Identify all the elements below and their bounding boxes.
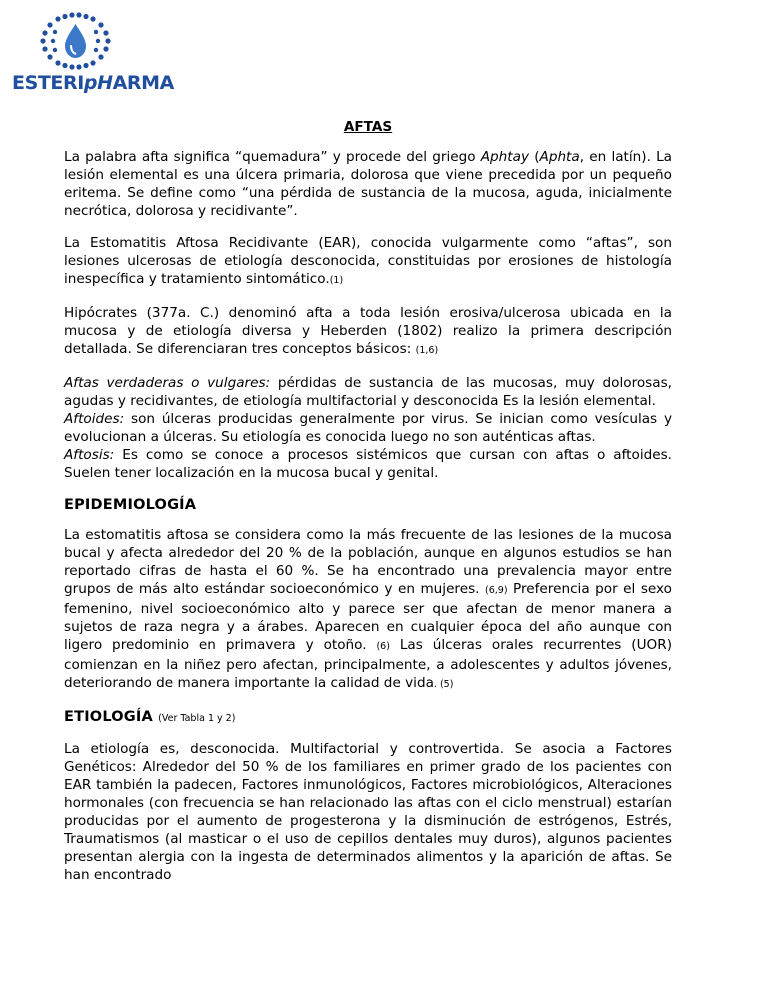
reference: (1,6) bbox=[415, 345, 439, 356]
reference: . (5) bbox=[433, 679, 454, 690]
definition-item: Aftosis: Es como se conoce a procesos sistémicos que cursan con aftas o aftoides. Suelen tener localización en la mucosa bucal y genital. bbox=[64, 447, 672, 481]
section-heading-etiologia: ETIOLOGÍA (Ver Tabla 1 y 2) bbox=[64, 709, 236, 725]
brand-wordmark: ESTERIpHARMA bbox=[12, 72, 174, 94]
epidemiology-paragraph: La estomatitis aftosa se considera como la más frecuente de las lesiones de la mucosa bucal y afecta alrededor del 20 % de la población, aunque en algunos estudios se han reportado cifras de hasta el 60 %. Se ha encontrado una prevalencia mayor entre grupos de más alto estándar socioeconómico y en mujeres. (6,9) Preferencia por el sexo femenino, nivel socioeconómico alto y parece ser que afectan de menor manera a sujetos de raza negra y a árabes. Aparecen en cualquier época del año aunque con ligero predominio en primavera y otoño. (6) Las úlceras orales recurrentes (UOR) comienzan en la niñez pero afectan, principalmente, a adolescentes y adultos jóvenes, deteriorando de manera importante la calidad de vida. (5) bbox=[64, 527, 672, 691]
section-heading-epidemiologia: EPIDEMIOLOGÍA bbox=[64, 497, 197, 513]
water-drop-globe-icon bbox=[12, 12, 142, 72]
reference: (6,9) bbox=[485, 585, 508, 596]
definition-item: Aftoides: son úlceras producidas generalmente por virus. Se inician como vesículas y evolucionan a úlceras. Su etiología es conocida luego no son auténticas aftas. bbox=[64, 411, 672, 445]
etiology-paragraph: La etiología es, desconocida. Multifactorial y controvertida. Se asocia a Factores Genéticos: Alrededor del 50 % de los familiares en primer grado de los pacientes con EAR también la padecen, Factores inmunológicos, Factores microbiológicos, Alteraciones hormonales (con frecuencia se han relacionado las aftas con el ciclo menstrual) estarían producidas por el aumento de progesterona y la disminución de estrógenos, Estrés, Traumatismos (al masticar o el uso de cepillos dentales muy duros), algunos pacientes presentan alergia con la ingesta de determinados alimentos y la aparición de aftas. Se han encontrado bbox=[64, 741, 672, 883]
document-body bbox=[64, 118, 672, 898]
intro-paragraph: La palabra afta significa “quemadura” y procede del griego Aphtay (Aphta, en latín). La lesión elemental es una úlcera primaria, dolorosa que viene precedida por un pequeño eritema. Se define como “una pérdida de sustancia de la mucosa, aguda, inicialmente necrótica, dolorosa y recidivante”. bbox=[64, 149, 673, 219]
table-reference-note: (Ver Tabla 1 y 2) bbox=[158, 713, 236, 724]
reference: (1) bbox=[329, 275, 344, 286]
history-paragraph: Hipócrates (377a. C.) denominó afta a toda lesión erosiva/ulcerosa ubicada en la mucosa y de etiología diversa y Heberden (1802) realizo la primera descripción detallada. Se diferenciaran tres conceptos básicos: (1,6) bbox=[64, 305, 672, 357]
document-title: AFTAS bbox=[343, 119, 393, 135]
esteripharma-logo bbox=[12, 12, 174, 96]
definition-item: Aftas verdaderas o vulgares: pérdidas de sustancia de las mucosas, muy dolorosas, agudas y recidivantes, de etiología multifactorial y desconocida Es la lesión elemental. bbox=[64, 375, 672, 409]
reference: (6) bbox=[376, 641, 390, 652]
ear-paragraph: La Estomatitis Aftosa Recidivante (EAR), conocida vulgarmente como “aftas”, son lesiones ulcerosas de etiología desconocida, constituidas por erosiones de histología inespecífica y tratamiento sintomático.(1) bbox=[64, 235, 672, 287]
